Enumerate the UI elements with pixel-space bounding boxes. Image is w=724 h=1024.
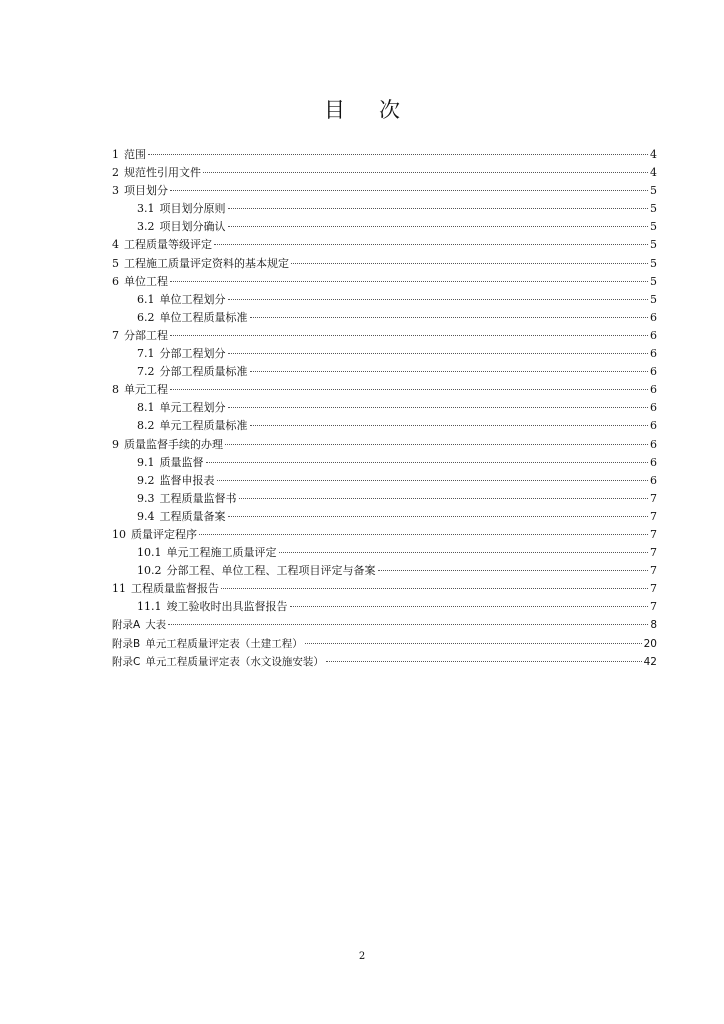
toc-entry-title: 分部工程、单位工程、工程项目评定与备案: [166, 564, 376, 578]
toc-entry[interactable]: [112, 327, 657, 345]
toc-entry[interactable]: [112, 309, 657, 327]
toc-entry-number: 8: [112, 383, 119, 397]
toc-entry-page: 6: [650, 383, 657, 397]
toc-entry-title: 单位工程: [124, 274, 168, 288]
toc-leader-dots: [228, 353, 649, 354]
toc-entry[interactable]: [112, 616, 657, 634]
toc-entry-title: 工程质量监督书: [159, 491, 237, 505]
toc-entry[interactable]: [112, 146, 657, 164]
toc-entry[interactable]: [112, 381, 657, 399]
toc-leader-dots: [228, 407, 649, 408]
toc-entry-number: 7.2: [137, 365, 155, 379]
toc-leader-dots: [250, 425, 649, 426]
toc-entry-page: 5: [650, 202, 657, 216]
toc-entry-number: 5: [112, 256, 119, 270]
toc-entry[interactable]: [112, 417, 657, 435]
toc-leader-dots: [170, 281, 648, 282]
toc-entry-title: 项目划分确认: [159, 220, 226, 234]
toc-title: [0, 94, 724, 124]
toc-leader-dots: [326, 661, 642, 662]
toc-entry[interactable]: [112, 399, 657, 417]
toc-entry-title: 单元工程: [124, 383, 168, 397]
toc-entry-title: 分部工程: [124, 328, 168, 342]
toc-leader-dots: [199, 534, 648, 535]
toc-entry-title: 质量监督: [159, 455, 204, 469]
toc-entry-number: 8.1: [137, 401, 155, 415]
toc-entry-title: 工程施工质量评定资料的基本规定: [124, 256, 289, 270]
toc-entry-page: 5: [650, 256, 657, 270]
toc-entry-number: 3: [112, 184, 119, 198]
toc-entry[interactable]: [112, 526, 657, 544]
toc-entry-number: 9.4: [137, 509, 155, 523]
toc-entry-number: 10.1: [137, 546, 162, 560]
toc-entry[interactable]: [112, 653, 657, 671]
toc-entry-number: 7: [112, 328, 119, 342]
toc-entry-title: 项目划分: [124, 184, 168, 198]
toc-leader-dots: [217, 480, 649, 481]
toc-entry-page: 4: [650, 148, 657, 161]
toc-entry-page: 6: [650, 437, 657, 451]
toc-entry-number: 9.3: [137, 491, 155, 505]
toc-entry-number: 10: [112, 527, 126, 541]
toc-entry-page: 5: [650, 292, 657, 306]
toc-entry-number: 3.1: [137, 202, 155, 216]
toc-entry[interactable]: [112, 345, 657, 363]
toc-entry-number: 3.2: [137, 220, 155, 234]
toc-leader-dots: [203, 172, 648, 173]
toc-entry-number: 11.1: [137, 600, 162, 614]
toc-entry-title: 范围: [124, 148, 146, 161]
toc-entry-page: 6: [650, 401, 657, 415]
toc-leader-dots: [214, 244, 648, 245]
toc-entry-page: 5: [650, 184, 657, 198]
toc-leader-dots: [225, 444, 648, 445]
toc-entry-title: 工程质量监督报告: [131, 582, 219, 596]
toc-entry-page: 42: [643, 655, 657, 668]
toc-entry-title: 单元工程质量评定表（土建工程）: [145, 637, 303, 650]
toc-entry[interactable]: [112, 291, 657, 309]
toc-entry-title: 单元工程施工质量评定: [166, 546, 277, 560]
toc-entry-number: 附录A: [112, 619, 141, 632]
toc-entry-page: 7: [650, 509, 657, 523]
toc-entry[interactable]: [112, 472, 657, 490]
toc-entry-page: 6: [650, 455, 657, 469]
table-of-contents: [112, 146, 657, 671]
toc-entry-number: 1: [112, 148, 119, 161]
toc-leader-dots: [228, 299, 649, 300]
toc-leader-dots: [279, 552, 649, 553]
toc-entry-number: 6.2: [137, 310, 155, 324]
toc-entry[interactable]: [112, 580, 657, 598]
toc-entry[interactable]: [112, 182, 657, 200]
toc-entry-page: 5: [650, 220, 657, 234]
toc-entry-page: 6: [650, 365, 657, 379]
toc-title-part2: 次: [379, 98, 400, 122]
toc-leader-dots: [206, 462, 649, 463]
toc-entry-number: 10.2: [137, 564, 162, 578]
toc-entry-title: 单元工程质量评定表（水文设施安装）: [145, 655, 324, 668]
toc-leader-dots: [170, 389, 648, 390]
toc-entry-title: 单位工程划分: [159, 292, 226, 306]
toc-entry-number: 9.1: [137, 455, 155, 469]
toc-entry-page: 7: [650, 527, 657, 541]
toc-leader-dots: [378, 570, 649, 571]
toc-leader-dots: [290, 606, 649, 607]
toc-entry-page: 7: [650, 600, 657, 614]
toc-entry[interactable]: [112, 363, 657, 381]
toc-entry-title: 竣工验收时出具监督报告: [166, 600, 288, 614]
toc-entry-page: 7: [650, 546, 657, 560]
page-number: 2: [358, 951, 366, 962]
toc-entry-number: 9.2: [137, 473, 155, 487]
toc-entry-title: 工程质量等级评定: [124, 238, 212, 252]
toc-leader-dots: [228, 208, 649, 209]
toc-entry-title: 分部工程划分: [159, 347, 226, 361]
toc-leader-dots: [250, 317, 649, 318]
toc-entry-title: 监督申报表: [159, 473, 215, 487]
toc-leader-dots: [250, 371, 649, 372]
toc-leader-dots: [239, 498, 649, 499]
toc-entry-page: 7: [650, 564, 657, 578]
toc-entry-title: 单元工程划分: [159, 401, 226, 415]
toc-entry-page: 6: [650, 419, 657, 433]
toc-entry-page: 8: [650, 619, 657, 632]
toc-entry-title: 大表: [145, 619, 167, 632]
toc-leader-dots: [168, 624, 648, 625]
toc-entry-number: 附录B: [112, 637, 141, 650]
toc-leader-dots: [148, 154, 648, 155]
toc-leader-dots: [228, 226, 649, 227]
toc-entry[interactable]: [112, 454, 657, 472]
toc-entry-page: 6: [650, 310, 657, 324]
toc-entry-number: 附录C: [112, 655, 141, 668]
toc-entry-number: 7.1: [137, 347, 155, 361]
toc-entry-number: 9: [112, 437, 119, 451]
toc-entry-title: 工程质量备案: [159, 509, 226, 523]
toc-entry[interactable]: [112, 200, 657, 218]
toc-title-part1: 目: [324, 98, 345, 122]
toc-entry-title: 分部工程质量标准: [159, 365, 248, 379]
toc-entry-page: 20: [643, 637, 657, 650]
toc-leader-dots: [305, 643, 642, 644]
toc-entry[interactable]: [112, 598, 657, 616]
toc-entry[interactable]: [112, 164, 657, 182]
toc-entry[interactable]: [112, 490, 657, 508]
toc-entry-number: 2: [112, 166, 119, 180]
toc-leader-dots: [228, 516, 649, 517]
toc-entry[interactable]: [112, 218, 657, 236]
toc-entry[interactable]: [112, 544, 657, 562]
toc-leader-dots: [170, 190, 648, 191]
toc-entry[interactable]: [112, 236, 657, 254]
toc-entry-page: 6: [650, 328, 657, 342]
toc-entry-title: 质量监督手续的办理: [124, 437, 223, 451]
toc-entry-title: 规范性引用文件: [124, 166, 201, 180]
toc-entry-page: 7: [650, 491, 657, 505]
toc-entry-title: 项目划分原则: [159, 202, 226, 216]
toc-entry-page: 4: [650, 166, 657, 180]
toc-entry-title: 质量评定程序: [131, 527, 197, 541]
toc-entry-page: 7: [650, 582, 657, 596]
toc-leader-dots: [170, 335, 648, 336]
toc-entry[interactable]: [112, 273, 657, 291]
toc-entry-page: 5: [650, 274, 657, 288]
toc-entry[interactable]: [112, 508, 657, 526]
toc-entry-page: 6: [650, 473, 657, 487]
toc-entry-page: 5: [650, 238, 657, 252]
toc-entry-title: 单元工程质量标准: [159, 419, 248, 433]
toc-entry-number: 8.2: [137, 419, 155, 433]
toc-entry-page: 6: [650, 347, 657, 361]
toc-entry[interactable]: [112, 635, 657, 653]
toc-entry-title: 单位工程质量标准: [159, 310, 248, 324]
toc-entry-number: 11: [112, 582, 126, 596]
toc-entry-number: 6: [112, 274, 119, 288]
toc-leader-dots: [291, 263, 648, 264]
toc-entry[interactable]: [112, 436, 657, 454]
toc-entry-number: 6.1: [137, 292, 155, 306]
toc-entry[interactable]: [112, 562, 657, 580]
toc-entry[interactable]: [112, 255, 657, 273]
toc-leader-dots: [221, 588, 648, 589]
toc-entry-number: 4: [112, 238, 119, 252]
